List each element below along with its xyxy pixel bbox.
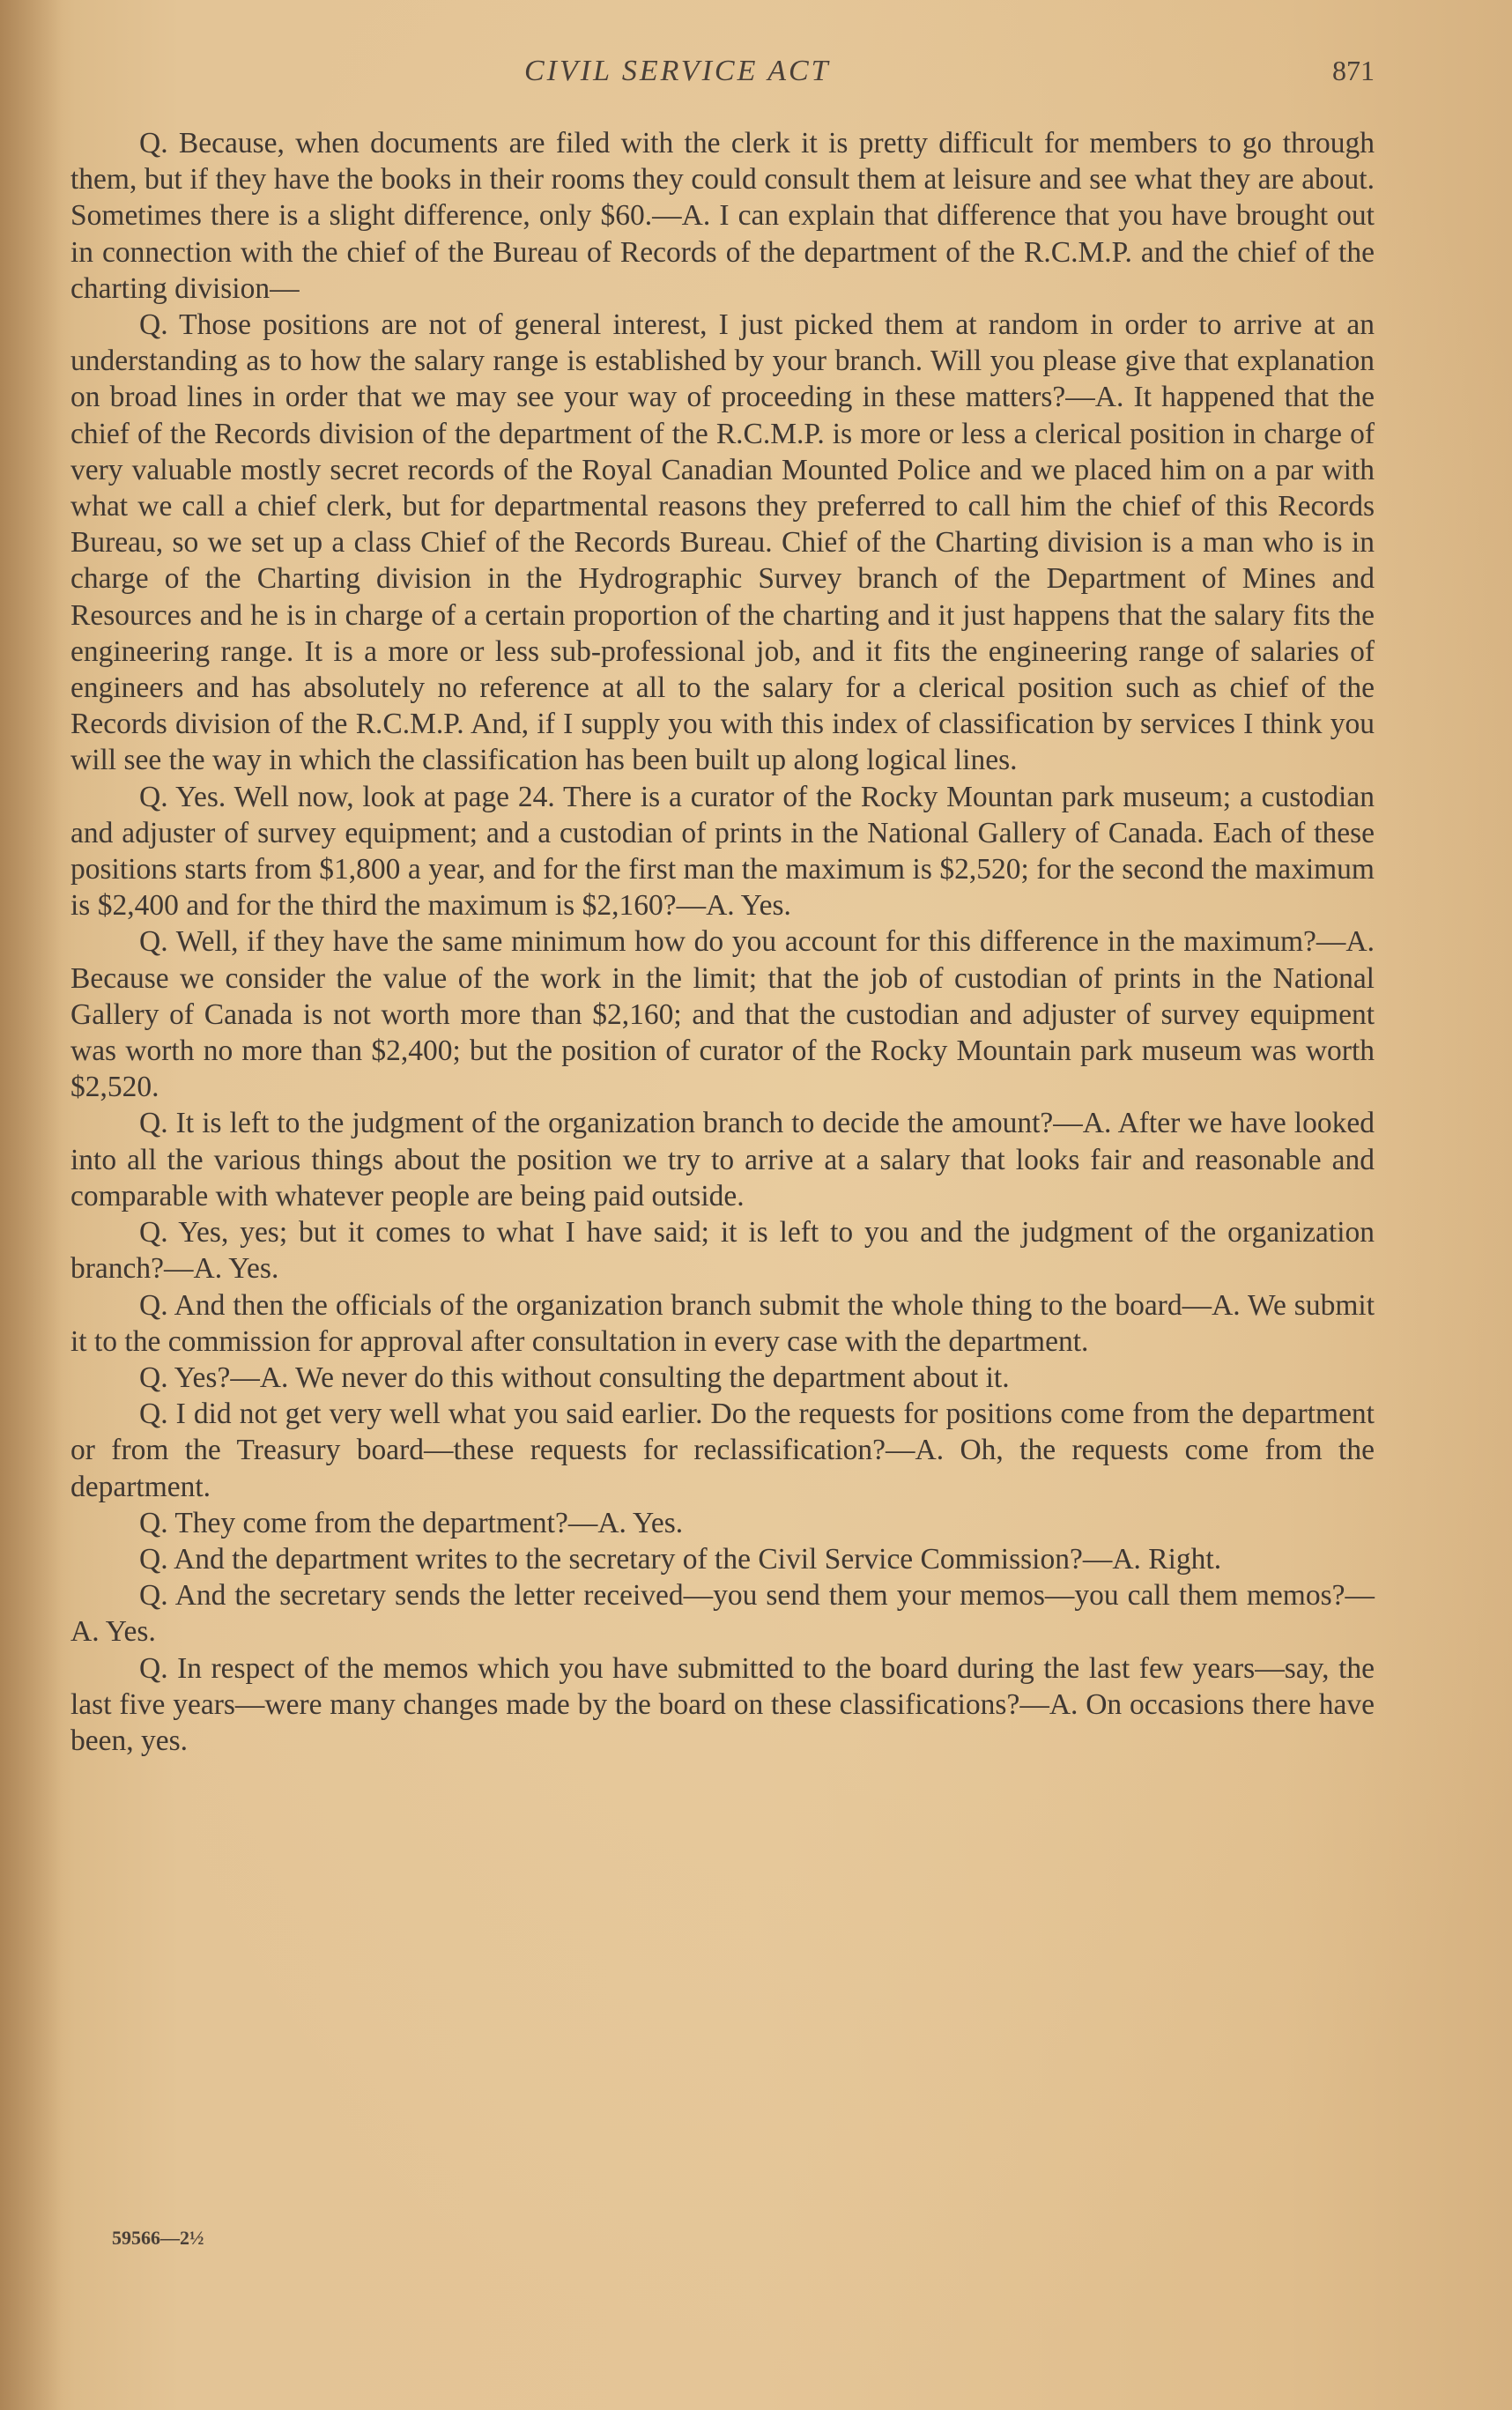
transcript-body bbox=[70, 125, 1375, 1759]
paragraph: Q. Yes, yes; but it comes to what I have said; it is left to you and the judgment of the organization branch?—A. Yes. bbox=[70, 1216, 1375, 1286]
paragraph: Q. It is left to the judgment of the organization branch to decide the amount?—A. After we have looked into all the various things about the position we try to arrive at a salary that looks fair and reasonable and comparable with whatever people are being paid outside. bbox=[70, 1107, 1375, 1212]
paragraph: Q. Well, if they have the same minimum how do you account for this difference in the maximum?—A. Because we consider the value of the work in the limit; that the job of custodian of prints in the National Gallery of Canada is not worth more than $2,160; and that the custodian and adjuster of survey equipment was worth no more than $2,400; but the position of curator of the Rocky Mountain park museum was worth $2,520. bbox=[70, 925, 1375, 1104]
paragraph: Q. Those positions are not of general interest, I just picked them at random in order to arrive at an understanding as to how the salary range is established by your branch. Will you please give that explanation on broad lines in order that we may see your way of proceeding in these matters?—A. It happened that the chief of the Records division of the department of the R.C.M.P. is more or less a clerical position in charge of very valuable mostly secret records of the Royal Canadian Mounted Police and we placed him on a par with what we call a chief clerk, but for departmental reasons they preferred to call him the chief of this Records Bureau, so we set up a class Chief of the Records Bureau. Chief of the Charting division is a man who is in charge of the Charting division in the Hydrographic Survey branch of the Department of Mines and Resources and he is in charge of a certain proportion of the charting and it just happens that the salary fits the engineering range. It is a more or less sub-professional job, and it fits the engineering range of salaries of engineers and has absolutely no reference at all to the salary for a clerical position such as chief of the Records division of the R.C.M.P. And, if I supply you with this index of classification by services I think you will see the way in which the classification has been built up along logical lines. bbox=[70, 308, 1375, 777]
page-number: 871 bbox=[1332, 55, 1375, 86]
paragraph: Q. I did not get very well what you said earlier. Do the requests for positions come from the department or from the Treasury board—these requests for reclassification?—A. Oh, the requests come from the department. bbox=[70, 1398, 1375, 1503]
paragraph: Q. Yes. Well now, look at page 24. There is a curator of the Rocky Mountan park museum; a custodian and adjuster of survey equipment; and a custodian of prints in the National Gallery of Canada. Each of these positions starts from $1,800 a year, and for the first man the maximum is $2,520; for the second the maximum is $2,400 and for the third the maximum is $2,160?—A. Yes. bbox=[70, 780, 1375, 923]
paragraph: Q. And the department writes to the secretary of the Civil Service Commission?—A. Right. bbox=[139, 1542, 1222, 1576]
paragraph: Q. In respect of the memos which you have submitted to the board during the last few years—say, the last five years—were many changes made by the board on these classifications?—A. On occasions there have been, yes. bbox=[70, 1651, 1375, 1757]
page-header bbox=[70, 55, 1375, 99]
paragraph: Q. Because, when documents are filed with the clerk it is pretty difficult for members to go through them, but if they have the books in their rooms they could consult them at leisure and see what they are about. Sometimes there is a slight difference, only $60.—A. I can explain that difference that you have brought out in connection with the chief of the Bureau of Records of the department of the R.C.M.P. and the chief of the charting division— bbox=[70, 127, 1375, 305]
page-binding-shadow bbox=[0, 0, 62, 2410]
paragraph: Q. Yes?—A. We never do this without consulting the department about it. bbox=[139, 1361, 1010, 1394]
paragraph: Q. And the secretary sends the letter received—you send them your memos—you call them memos?—A. Yes. bbox=[70, 1579, 1375, 1649]
paragraph: Q. They come from the department?—A. Yes. bbox=[139, 1506, 684, 1539]
paragraph: Q. And then the officials of the organization branch submit the whole thing to the board—A. We submit it to the commission for approval after consultation in every case with the department. bbox=[70, 1288, 1375, 1358]
printer-signature-mark: 59566—2½ bbox=[112, 2227, 204, 2249]
running-title: CIVIL SERVICE ACT bbox=[524, 55, 831, 87]
